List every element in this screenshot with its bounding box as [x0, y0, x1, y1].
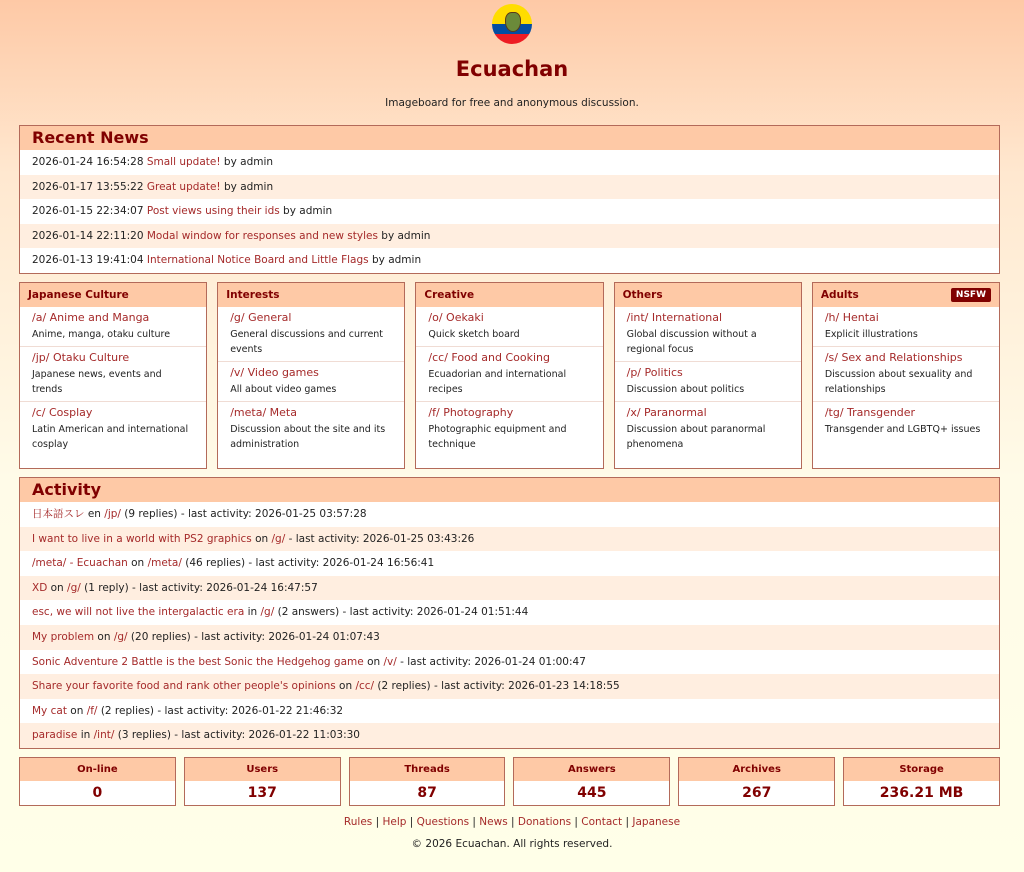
- activity-info: (1 reply) - last activity: 2026-01-24 16:47:57: [80, 581, 318, 594]
- footer-links: [0, 816, 1024, 828]
- board-link[interactable]: /p/ Politics: [626, 365, 683, 379]
- board-link[interactable]: /g/: [271, 532, 286, 545]
- board-link[interactable]: /a/ Anime and Manga: [32, 310, 150, 324]
- activity-item: [20, 502, 999, 527]
- category-title: Adults: [820, 288, 859, 301]
- site-stats: [19, 757, 1000, 806]
- board-description: Discussion about paranormal phenomena: [626, 423, 766, 450]
- category-header: [813, 283, 999, 307]
- activity-item: [20, 576, 999, 601]
- thread-link[interactable]: 日本語スレ: [32, 507, 85, 520]
- stat-value: 87: [417, 784, 437, 801]
- stat-storage: [843, 757, 1000, 806]
- board-entry: [813, 402, 999, 441]
- recent-news-title: Recent News: [20, 126, 999, 150]
- activity-prep: on: [47, 581, 68, 594]
- category-title: Japanese Culture: [28, 288, 129, 301]
- news-link[interactable]: Small update!: [146, 156, 221, 168]
- footer-link-help[interactable]: Help: [382, 815, 407, 828]
- footer-link-donations[interactable]: Donations: [517, 815, 572, 828]
- board-entry: [416, 402, 602, 456]
- board-link[interactable]: /f/ Photography: [428, 405, 514, 419]
- thread-link[interactable]: /meta/ - Ecuachan: [32, 557, 128, 570]
- board-link[interactable]: /int/: [93, 729, 115, 742]
- news-link[interactable]: International Notice Board and Little Flags: [146, 254, 369, 267]
- activity-prep: on: [66, 704, 87, 717]
- board-link[interactable]: /int/ International: [626, 310, 723, 324]
- board-link[interactable]: /c/ Cosplay: [32, 405, 93, 419]
- activity-prep: en: [84, 507, 105, 520]
- news-date: 2026-01-15 22:34:07: [32, 205, 147, 218]
- stat-threads: [349, 757, 506, 806]
- stat-value: 0: [92, 784, 103, 801]
- board-description: Explicit illustrations: [824, 328, 918, 340]
- news-link[interactable]: Post views using their ids: [146, 205, 280, 218]
- board-link[interactable]: /g/: [260, 606, 275, 619]
- board-entry: [20, 307, 206, 347]
- board-description: Discussion about the site and its administration: [230, 423, 386, 450]
- activity-info: (9 replies) - last activity: 2026-01-25 03:57:28: [120, 507, 367, 520]
- board-description: Global discussion without a regional focus: [626, 328, 757, 355]
- board-entry: [20, 402, 206, 456]
- board-description: Quick sketch board: [428, 328, 520, 340]
- activity-info: (20 replies) - last activity: 2026-01-24 01:07:43: [127, 630, 380, 643]
- activity-panel: [19, 477, 1000, 749]
- footer-link-news[interactable]: News: [479, 815, 508, 828]
- board-link[interactable]: /jp/: [104, 507, 121, 520]
- site-title: Ecuachan: [455, 57, 569, 81]
- news-item: [20, 248, 999, 273]
- board-link[interactable]: /x/ Paranormal: [626, 405, 707, 419]
- board-categories: [19, 282, 1000, 469]
- board-entry: [615, 307, 801, 362]
- board-entry: [218, 402, 404, 456]
- news-date: 2026-01-24 16:54:28: [32, 156, 147, 168]
- activity-item: [20, 527, 999, 552]
- board-entry: [813, 347, 999, 402]
- board-description: Anime, manga, otaku culture: [32, 328, 171, 340]
- site-header: [0, 0, 1024, 109]
- news-author: by admin: [377, 229, 431, 242]
- copyright: © 2026 Ecuachan. All rights reserved.: [411, 837, 613, 850]
- board-description: Ecuadorian and international recipes: [428, 368, 567, 395]
- news-link[interactable]: Modal window for responses and new styles: [146, 229, 378, 242]
- thread-link[interactable]: Sonic Adventure 2 Battle is the best Sonic the Hedgehog game: [32, 655, 364, 668]
- board-link[interactable]: /v/ Video games: [230, 365, 319, 379]
- stat-label: Archives: [679, 758, 834, 781]
- board-entry: [615, 362, 801, 402]
- stat-answers: [513, 757, 670, 806]
- board-description: Transgender and LGBTQ+ issues: [824, 423, 981, 435]
- board-entry: [416, 347, 602, 402]
- category-adults: [812, 282, 1000, 469]
- board-link[interactable]: /h/ Hentai: [824, 310, 879, 324]
- category-interests: [217, 282, 405, 469]
- category-title: Others: [622, 288, 663, 301]
- category-others: [614, 282, 802, 469]
- stat-value: 445: [577, 784, 607, 801]
- category-header: [615, 283, 801, 307]
- board-link[interactable]: /g/ General: [230, 310, 292, 324]
- board-description: General discussions and current events: [230, 328, 384, 355]
- footer-separator: |: [571, 815, 582, 828]
- board-description: All about video games: [230, 383, 337, 395]
- stat-value: 137: [247, 784, 277, 801]
- activity-prep: on: [94, 630, 114, 643]
- stat-value: 267: [742, 784, 772, 801]
- stat-label: Threads: [350, 758, 505, 781]
- news-date: 2026-01-13 19:41:04: [32, 254, 147, 267]
- stat-users: [184, 757, 341, 806]
- footer-link-questions[interactable]: Questions: [416, 815, 470, 828]
- board-entry: [218, 307, 404, 362]
- activity-prep: in: [244, 606, 261, 619]
- news-date: 2026-01-14 22:11:20: [32, 229, 147, 242]
- ecuador-flag-logo-icon[interactable]: [492, 4, 532, 44]
- news-item: [20, 224, 999, 249]
- thread-link[interactable]: I want to live in a world with PS2 graphics: [32, 532, 252, 545]
- stat-label: On-line: [20, 758, 175, 781]
- recent-news-panel: [19, 125, 1000, 274]
- activity-info: (2 replies) - last activity: 2026-01-22 21:46:32: [97, 704, 344, 717]
- board-link[interactable]: /s/ Sex and Relationships: [824, 350, 963, 364]
- news-author: by admin: [279, 205, 333, 218]
- activity-item: [20, 723, 999, 748]
- board-description: Discussion about sexuality and relationships: [824, 368, 973, 395]
- board-link[interactable]: /g/: [113, 630, 128, 643]
- board-entry: [615, 402, 801, 456]
- category-creative: [415, 282, 603, 469]
- activity-item: [20, 674, 999, 699]
- thread-link[interactable]: My cat: [32, 704, 67, 717]
- nsfw-badge: NSFW: [951, 288, 991, 302]
- stat-label: Answers: [514, 758, 669, 781]
- category-header: [20, 283, 206, 307]
- stat-value: 236.21 MB: [879, 784, 964, 801]
- activity-info: (3 replies) - last activity: 2026-01-22 11:03:30: [114, 729, 360, 742]
- footer-separator: |: [372, 815, 383, 828]
- news-item: [20, 199, 999, 224]
- category-japanese-culture: [19, 282, 207, 469]
- board-link[interactable]: /jp/ Otaku Culture: [32, 350, 130, 364]
- news-date: 2026-01-17 13:55:22: [32, 180, 147, 193]
- news-author: by admin: [220, 156, 274, 168]
- board-entry: [20, 347, 206, 402]
- board-description: Japanese news, events and trends: [32, 368, 162, 395]
- activity-prep: on: [335, 680, 356, 693]
- activity-item: [20, 625, 999, 650]
- site-subtitle: Imageboard for free and anonymous discussion.: [385, 97, 639, 109]
- footer-separator: |: [622, 815, 633, 828]
- news-list: [20, 150, 999, 273]
- activity-item: [20, 650, 999, 675]
- board-entry: [416, 307, 602, 347]
- thread-link[interactable]: esc, we will not live the intergalactic era: [32, 606, 245, 619]
- thread-link[interactable]: XD: [32, 581, 48, 594]
- activity-info: (46 replies) - last activity: 2026-01-24 16:56:41: [181, 557, 435, 570]
- activity-prep: on: [127, 557, 148, 570]
- footer-separator: |: [469, 815, 480, 828]
- thread-link[interactable]: Share your favorite food and rank other people's opinions: [32, 680, 336, 693]
- board-description: Latin American and international cosplay: [32, 423, 189, 450]
- activity-title: Activity: [20, 478, 999, 502]
- board-link[interactable]: /cc/ Food and Cooking: [428, 350, 550, 364]
- board-entry: [813, 307, 999, 347]
- category-header: [218, 283, 404, 307]
- stat-label: Storage: [844, 758, 999, 781]
- activity-info: (2 replies) - last activity: 2026-01-23 14:18:55: [374, 680, 620, 693]
- news-author: by admin: [220, 180, 274, 193]
- activity-item: [20, 600, 999, 625]
- board-entry: [218, 362, 404, 402]
- category-header: [416, 283, 602, 307]
- thread-link[interactable]: My problem: [32, 630, 95, 643]
- board-description: Photographic equipment and technique: [428, 423, 567, 450]
- board-link[interactable]: /o/ Oekaki: [428, 310, 484, 324]
- stat-archives: [678, 757, 835, 806]
- category-title: Interests: [226, 288, 280, 301]
- activity-info: - last activity: 2026-01-24 01:00:47: [396, 655, 586, 668]
- board-link[interactable]: /meta/: [147, 557, 182, 570]
- news-link[interactable]: Great update!: [146, 180, 221, 193]
- activity-item: [20, 699, 999, 724]
- board-link[interactable]: /meta/ Meta: [230, 405, 297, 419]
- stat-label: Users: [185, 758, 340, 781]
- news-author: by admin: [368, 254, 422, 267]
- activity-info: - last activity: 2026-01-25 03:43:26: [285, 532, 475, 545]
- thread-link[interactable]: paradise: [32, 729, 78, 742]
- board-link[interactable]: /tg/ Transgender: [824, 405, 916, 419]
- category-title: Creative: [424, 288, 475, 301]
- activity-prep: in: [77, 729, 94, 742]
- activity-prep: on: [363, 655, 384, 668]
- activity-list: [20, 502, 999, 748]
- board-link[interactable]: /cc/: [355, 680, 375, 693]
- footer-separator: |: [507, 815, 518, 828]
- activity-info: (2 answers) - last activity: 2026-01-24 01:51:44: [274, 606, 529, 619]
- footer-link-rules[interactable]: Rules: [343, 815, 373, 828]
- board-link[interactable]: /g/: [67, 581, 81, 594]
- board-link[interactable]: /v/: [383, 655, 397, 668]
- board-description: Discussion about politics: [626, 383, 745, 395]
- activity-prep: on: [251, 532, 272, 545]
- footer-link-contact[interactable]: Contact: [581, 815, 623, 828]
- footer-separator: |: [406, 815, 417, 828]
- activity-item: [20, 551, 999, 576]
- footer-link-japanese[interactable]: Japanese: [632, 815, 681, 828]
- news-item: [20, 175, 999, 200]
- board-link[interactable]: /f/: [86, 704, 98, 717]
- news-item: [20, 150, 999, 175]
- stat-on-line: [19, 757, 176, 806]
